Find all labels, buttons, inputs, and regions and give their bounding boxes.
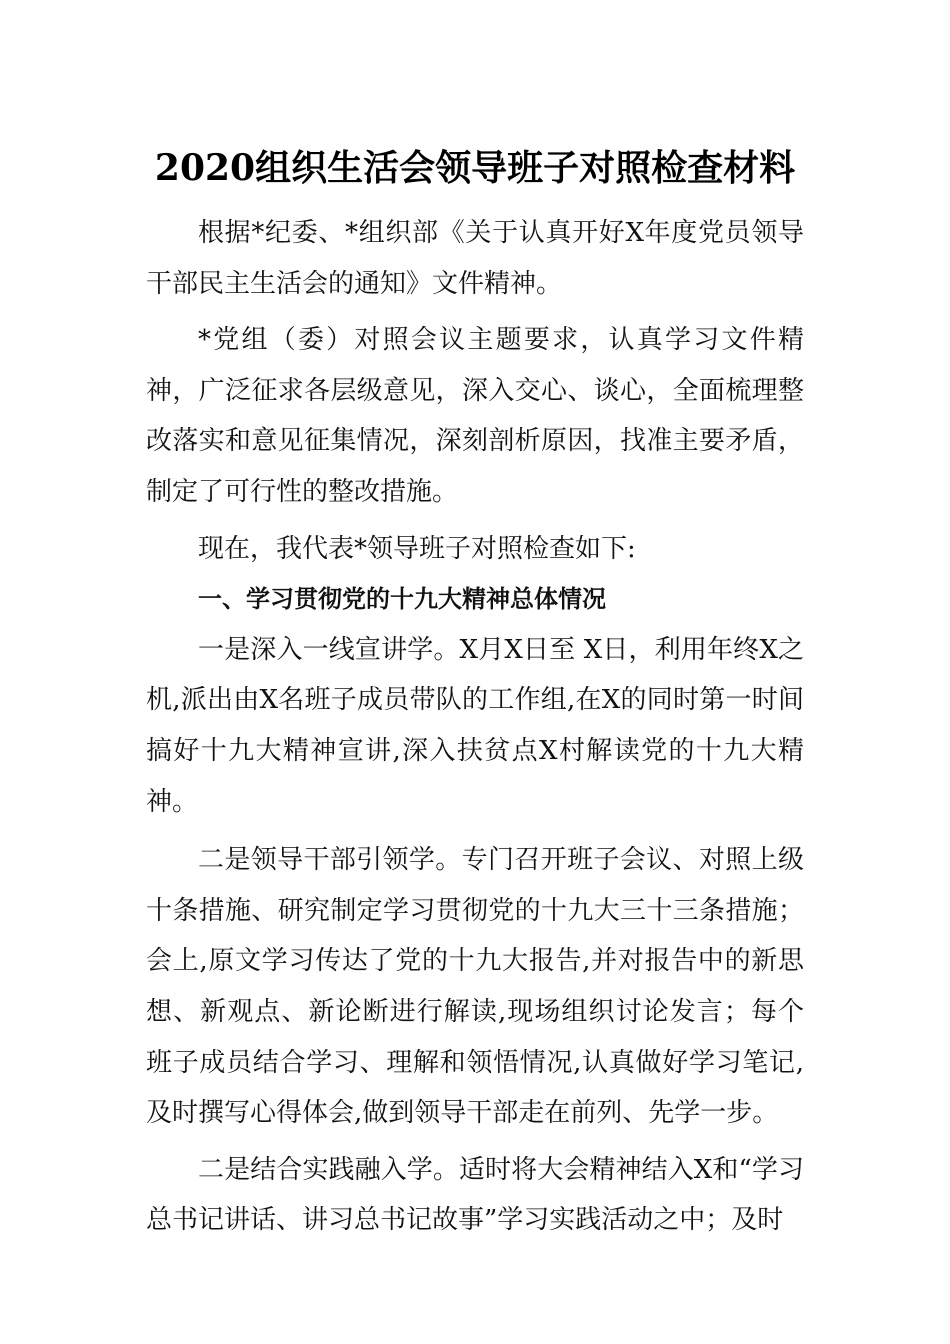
document-title: 2020组织生活会领导班子对照检查材料 xyxy=(154,147,796,189)
document-body xyxy=(146,208,804,1246)
paragraph-third-point: 二是结合实践融入学。适时将大会精神结入X和“学习总书记讲话、讲习总书记故事”学习实践活动之中；及时 xyxy=(146,1154,804,1236)
paragraph-party-group: *党组（委）对照会议主题要求，认真学习文件精神，广泛征求各层级意见，深入交心、谈心，全面梳理整改落实和意见征集情况，深刻剖析原因，找准主要矛盾，制定了可行性的整改措施。 xyxy=(146,325,804,507)
paragraph-notice: 根据*纪委、*组织部《关于认真开好X年度党员领导干部民主生活会的通知》文件精神。 xyxy=(146,218,804,299)
paragraph-first-point: 一是深入一线宣讲学。X月X日至 X日，利用年终X之机,派出由X名班子成员带队的工作组,在X的同时第一时间搞好十九大精神宣讲,深入扶贫点X村解读党的十九大精神。 xyxy=(146,634,804,817)
paragraph-second-point: 二是领导干部引领学。专门召开班子会议、对照上级十条措施、研究制定学习贯彻党的十九大三十三条措施；会上,原文学习传达了党的十九大报告,并对报告中的新思想、新观点、新论断进行解读,现场组织讨论发言；每个班子成员结合学习、理解和领悟情况,认真做好学习笔记,及时撰写心得体会,做到领导干部走在前列、先学一步。 xyxy=(146,845,804,1129)
section-heading: 一、学习贯彻党的十九大精神总体情况 xyxy=(198,585,606,614)
paragraph-representation: 现在，我代表*领导班子对照检查如下: xyxy=(198,533,636,564)
